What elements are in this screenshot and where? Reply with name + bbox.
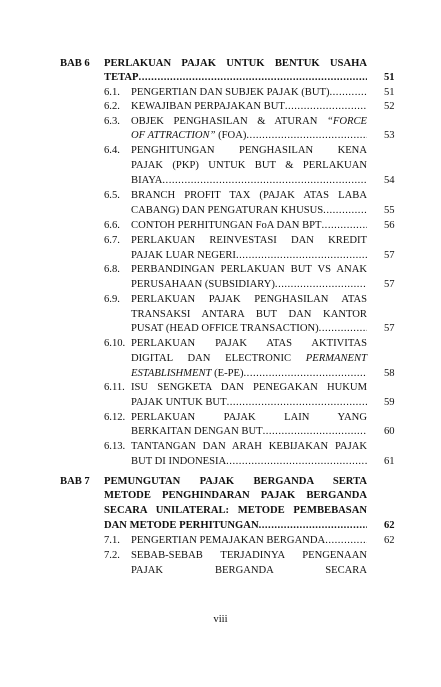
toc-entry-line: PUSAT (HEAD OFFICE TRANSACTION) ..... — [131, 322, 367, 335]
entry-number: 6.4. — [104, 145, 120, 156]
toc-entry-line: ISU SENGKETA DAN PENEGAKAN HUKUM — [131, 382, 367, 393]
entry-page-number: 55 — [384, 205, 395, 216]
toc-entry-line: BRANCH PROFIT TAX (PAJAK ATAS LABA — [131, 190, 367, 201]
entry-number: 6.1. — [104, 87, 120, 98]
entry-page-number: 60 — [384, 426, 395, 437]
page-number-footer: viii — [213, 614, 228, 625]
entry-number: 6.11. — [104, 382, 125, 393]
chapter-label: BAB 6 — [60, 58, 90, 69]
toc-entry: CONTOH PERHITUNGAN FoA DAN BPT ..... — [131, 219, 367, 232]
entry-number: 7.1. — [104, 535, 120, 546]
toc-entry-line: PERLAKUAN PAJAK PENGHASILAN ATAS — [131, 294, 367, 305]
toc-entry-line: ESTABLISHMENT (E-PE) ..... — [131, 367, 367, 380]
toc-entry-line: PERLAKUAN PAJAK LAIN YANG — [131, 412, 367, 423]
entry-page-number: 57 — [384, 250, 395, 261]
toc-entry-line: PERLAKUAN REINVESTASI DAN KREDIT — [131, 235, 367, 246]
entry-number: 6.7. — [104, 235, 120, 246]
entry-page-number: 53 — [384, 130, 395, 141]
chapter-title-line: PERLAKUAN PAJAK UNTUK BENTUK USAHA — [104, 58, 367, 69]
chapter-page-number: 62 — [384, 520, 395, 531]
toc-entry-line: SEBAB-SEBAB TERJADINYA PENGENAAN — [131, 550, 367, 561]
toc-entry: KEWAJIBAN PERPAJAKAN BUT ..... — [131, 100, 367, 113]
toc-entry: PENGERTIAN PEMAJAKAN BERGANDA ..... — [131, 534, 367, 547]
toc-entry: PENGERTIAN DAN SUBJEK PAJAK (BUT) ..... — [131, 86, 367, 99]
toc-entry-line: OBJEK PENGHASILAN & ATURAN “FORCE — [131, 116, 367, 127]
entry-page-number: 59 — [384, 397, 395, 408]
entry-page-number: 51 — [384, 87, 395, 98]
entry-page-number: 57 — [384, 323, 395, 334]
entry-number: 6.5. — [104, 190, 120, 201]
chapter-title-line: METODE PENGHINDARAN PAJAK BERGANDA — [104, 490, 367, 501]
chapter-title-line: DAN METODE PERHITUNGAN ..... — [104, 519, 367, 532]
chapter-title-line: TETAP ..... — [104, 71, 367, 84]
chapter-title-line: SECARA UNILATERAL: METODE PEMBEBASAN — [104, 505, 367, 516]
toc-entry-line: PAJAK BERGANDA SECARA — [131, 565, 367, 576]
toc-entry-line: BERKAITAN DENGAN BUT ..... — [131, 425, 367, 438]
entry-page-number: 52 — [384, 101, 395, 112]
toc-entry-line: TRANSAKSI ANTARA BUT DAN KANTOR — [131, 309, 367, 320]
toc-entry-line: CABANG) DAN PENGATURAN KHUSUS ..... — [131, 204, 367, 217]
entry-page-number: 56 — [384, 220, 395, 231]
chapter-title-line: PEMUNGUTAN PAJAK BERGANDA SERTA — [104, 476, 367, 487]
entry-number: 6.9. — [104, 294, 120, 305]
toc-entry-line: PAJAK UNTUK BUT ..... — [131, 396, 367, 409]
entry-number: 6.3. — [104, 116, 120, 127]
entry-page-number: 54 — [384, 175, 395, 186]
entry-page-number: 61 — [384, 456, 395, 467]
toc-entry-line: PENGHITUNGAN PENGHASILAN KENA — [131, 145, 367, 156]
toc-entry-line: PERBANDINGAN PERLAKUAN BUT VS ANAK — [131, 264, 367, 275]
entry-page-number: 57 — [384, 279, 395, 290]
chapter-page-number: 51 — [384, 72, 395, 83]
entry-number: 7.2. — [104, 550, 120, 561]
entry-number: 6.13. — [104, 441, 126, 452]
toc-entry-line: BIAYA ..... — [131, 174, 367, 187]
entry-page-number: 58 — [384, 368, 395, 379]
entry-number: 6.6. — [104, 220, 120, 231]
entry-number: 6.10. — [104, 338, 126, 349]
entry-number: 6.8. — [104, 264, 120, 275]
toc-entry-line: TANTANGAN DAN ARAH KEBIJAKAN PAJAK — [131, 441, 367, 452]
entry-number: 6.2. — [104, 101, 120, 112]
toc-entry-line: PAJAK LUAR NEGERI ..... — [131, 249, 367, 262]
entry-number: 6.12. — [104, 412, 126, 423]
entry-page-number: 62 — [384, 535, 395, 546]
toc-entry-line: DIGITAL DAN ELECTRONIC PERMANENT — [131, 353, 367, 364]
chapter-label: BAB 7 — [60, 476, 90, 487]
toc-entry-line: BUT DI INDONESIA ..... — [131, 455, 367, 468]
toc-entry-line: PAJAK (PKP) UNTUK BUT & PERLAKUAN — [131, 160, 367, 171]
toc-entry-line: PERUSAHAAN (SUBSIDIARY) ..... — [131, 278, 367, 291]
toc-entry-line: PERLAKUAN PAJAK ATAS AKTIVITAS — [131, 338, 367, 349]
toc-entry-line: OF ATTRACTION” (FOA) ..... — [131, 129, 367, 142]
